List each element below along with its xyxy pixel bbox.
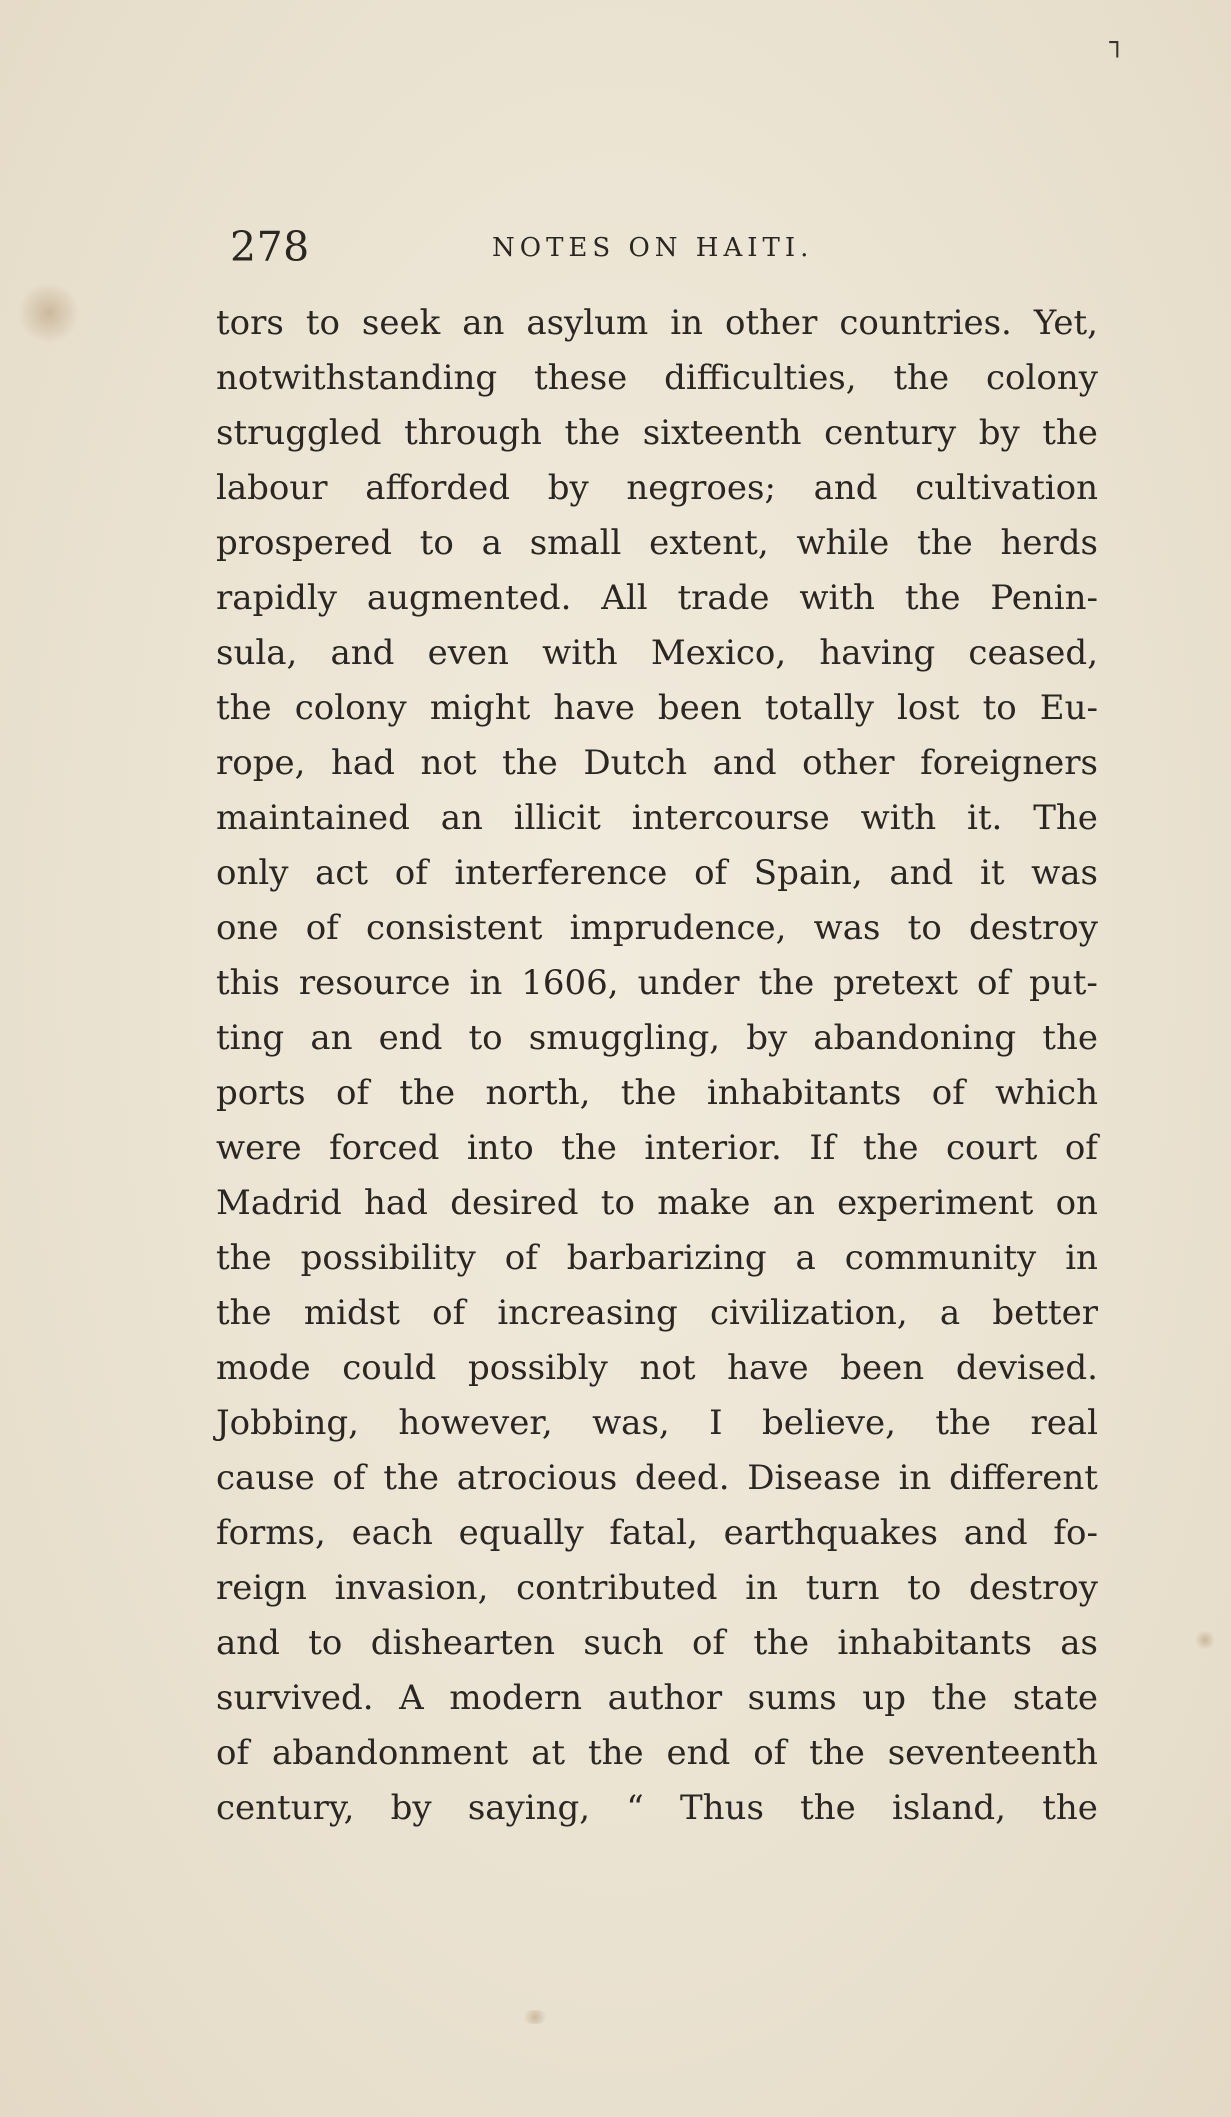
text-line: sula, and even with Mexico, having ceased, — [216, 633, 1098, 673]
text-line: forms, each equally fatal, earthquakes and fo- — [216, 1513, 1098, 1553]
foxing-stain — [18, 282, 80, 344]
text-line: struggled through the sixteenth century by the — [216, 413, 1098, 453]
text-line: ting an end to smuggling, by abandoning the — [216, 1018, 1098, 1058]
text-line: tors to seek an asylum in other countries. Yet, — [216, 303, 1098, 343]
text-line: century, by saying, “ Thus the island, the — [216, 1788, 1098, 1828]
text-line: this resource in 1606, under the pretext of put- — [216, 963, 1098, 1003]
text-line: Madrid had desired to make an experiment on — [216, 1183, 1098, 1223]
foxing-stain — [520, 2010, 550, 2024]
text-line: maintained an illicit intercourse with it. The — [216, 798, 1098, 838]
text-line: the midst of increasing civilization, a better — [216, 1293, 1098, 1333]
text-line: ports of the north, the inhabitants of which — [216, 1073, 1098, 1113]
page-header — [230, 222, 1090, 272]
text-line: prospered to a small extent, while the herds — [216, 523, 1098, 563]
page-number: 278 — [230, 223, 310, 271]
running-head: NOTES ON HAITI. — [492, 233, 814, 263]
text-line: reign invasion, contributed in turn to destroy — [216, 1568, 1098, 1608]
text-line: only act of interference of Spain, and it was — [216, 853, 1098, 893]
text-line: one of consistent imprudence, was to destroy — [216, 908, 1098, 948]
text-line: of abandonment at the end of the seventeenth — [216, 1733, 1098, 1773]
stray-mark-icon: ┐ — [1109, 28, 1125, 58]
text-line: Jobbing, however, was, I believe, the real — [216, 1403, 1098, 1443]
text-line: cause of the atrocious deed. Disease in different — [216, 1458, 1098, 1498]
text-line: and to dishearten such of the inhabitants as — [216, 1623, 1098, 1663]
foxing-stain — [1195, 1630, 1215, 1650]
text-line: notwithstanding these difficulties, the colony — [216, 358, 1098, 398]
text-line: rapidly augmented. All trade with the Penin- — [216, 578, 1098, 618]
text-line: mode could possibly not have been devised. — [216, 1348, 1098, 1388]
text-line: labour afforded by negroes; and cultivation — [216, 468, 1098, 508]
text-line: rope, had not the Dutch and other foreigners — [216, 743, 1098, 783]
body-text — [216, 296, 1098, 1836]
text-line: the colony might have been totally lost to Eu- — [216, 688, 1098, 728]
text-line: the possibility of barbarizing a community in — [216, 1238, 1098, 1278]
text-line: survived. A modern author sums up the state — [216, 1678, 1098, 1718]
text-line: were forced into the interior. If the court of — [216, 1128, 1098, 1168]
